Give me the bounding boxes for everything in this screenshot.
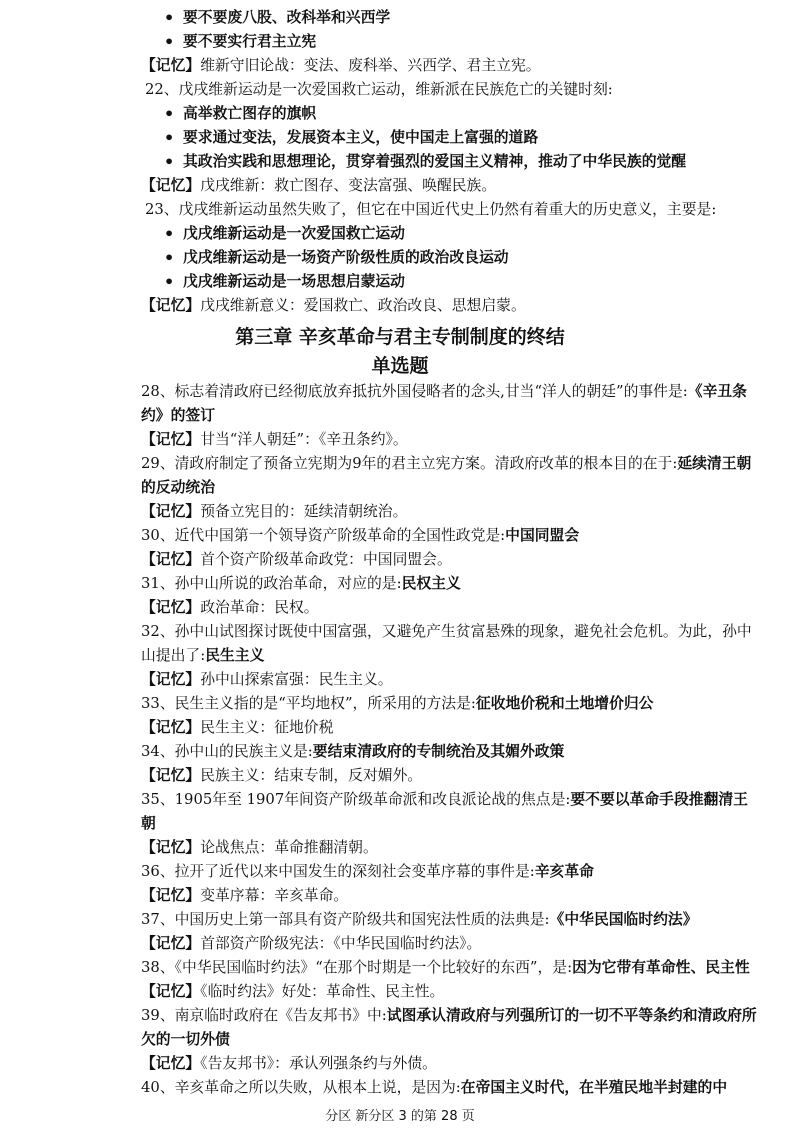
answer-text: 要结束清政府的专制统治及其媚外政策 — [312, 743, 565, 760]
memo-tag: 【记忆】 — [141, 887, 201, 904]
question — [141, 740, 760, 764]
question-text: 32、孙中山试图探讨既使中国富强，又避免产生贫富悬殊的现象，避免社会危机。为此，孙中山提出了: — [141, 623, 752, 664]
answer-text: 要不要以革命手段推翻清王朝 — [141, 791, 748, 832]
question-text: 37、中国历史上第一部具有资产阶级共和国宪法性质的法典是: — [141, 911, 550, 928]
answer-text: 《辛丑条约》的签订 — [141, 383, 747, 424]
answer-text: 延续清王朝的反动统治 — [141, 455, 752, 496]
memo-line — [141, 836, 760, 860]
memo-text: 《告友邦书》：承认列强条约与外债。 — [200, 1055, 437, 1072]
bullet-item: • 戊戌维新运动是一次爱国救亡运动 — [145, 222, 760, 246]
memo-tag: 【记忆】 — [141, 671, 201, 688]
question-text: 30、近代中国第一个领导资产阶级革命的全国性政党是: — [141, 527, 506, 544]
memo-text: 孙中山探索富强：民生主义。 — [200, 671, 393, 688]
memo-text: 《临时约法》好处：革命性、民主性。 — [200, 983, 445, 1000]
bullet-item: • 戊戌维新运动是一场思想启蒙运动 — [145, 270, 760, 294]
memo-text: 民族主义：结束专制，反对媚外。 — [200, 767, 423, 784]
answer-text: 《中华民国临时约法》 — [549, 911, 698, 928]
bullet-item: • 要不要实行君主立宪 — [145, 30, 760, 54]
memo-line — [141, 548, 760, 572]
memo-tag: 【记忆】 — [141, 431, 201, 448]
question-text: 35、1905年至 1907年间资产阶级革命派和改良派论战的焦点是: — [141, 791, 571, 808]
question-23: 23、戊戌维新运动虽然失败了，但它在中国近代史上仍然有着重大的历史意义，主要是: — [145, 201, 717, 218]
question — [141, 380, 760, 428]
memo-line — [141, 174, 760, 198]
bullet-item: • 其政治实践和思想理论，贯穿着强烈的爱国主义精神，推动了中华民族的觉醒 — [145, 150, 760, 174]
memo-line — [141, 596, 760, 620]
memo-tag: 【记忆】 — [141, 935, 201, 952]
question-text: 29、清政府制定了预备立宪期为9年的君主立宪方案。清政府改革的根本目的在于: — [141, 455, 678, 472]
memo-line — [141, 54, 760, 78]
memo-tag: 【记忆】 — [141, 503, 201, 520]
memo-tag: 【记忆】 — [141, 1055, 201, 1072]
memo-tag: 【记忆】 — [141, 297, 201, 314]
memo-line — [141, 980, 760, 1004]
memo-line — [141, 428, 760, 452]
answer-text: 试图承认清政府与列强所订的一切不平等条约和清政府所欠的一切外债 — [141, 1007, 757, 1048]
answer-text: 征收地价税和土地增价归公 — [475, 695, 654, 712]
question — [141, 860, 760, 884]
question-text: 39、南京临时政府在《告友邦书》中: — [141, 1007, 387, 1024]
question — [141, 572, 760, 596]
question-list — [141, 380, 760, 1100]
bullet-item: • 戊戌维新运动是一场资产阶级性质的政治改良运动 — [145, 246, 760, 270]
question — [141, 1004, 760, 1052]
memo-tag: 【记忆】 — [141, 551, 201, 568]
question — [141, 908, 760, 932]
answer-text: 因为它带有革命性、民主性 — [572, 959, 750, 976]
page-footer: 分区 新分区 3 的第 28 页 — [325, 1109, 475, 1124]
question-text: 28、标志着清政府已经彻底放弃抵抗外国侵略者的念头,甘当“洋人的朝廷”的事件是: — [141, 383, 688, 400]
chapter-title: 第三章 辛亥革命与君主专制制度的终结 — [235, 326, 565, 348]
answer-text: 中国同盟会 — [505, 527, 580, 544]
bullet-item: • 要求通过变法，发展资本主义，使中国走上富强的道路 — [145, 126, 760, 150]
memo-text: 维新守旧论战：变法、废科举、兴西学、君主立宪。 — [200, 57, 541, 74]
section-title: 单选题 — [371, 355, 429, 377]
memo-text: 甘当“洋人朝廷”：《辛丑条约》。 — [200, 431, 408, 448]
question-text: 31、孙中山所说的政治革命，对应的是: — [141, 575, 402, 592]
bullet-item: • 高举救亡图存的旗帜 — [145, 102, 760, 126]
memo-tag: 【记忆】 — [141, 599, 201, 616]
memo-tag: 【记忆】 — [141, 719, 201, 736]
memo-text: 论战焦点：革命推翻清朝。 — [200, 839, 378, 856]
question — [141, 788, 760, 836]
question — [141, 620, 760, 668]
memo-line — [141, 500, 760, 524]
memo-tag: 【记忆】 — [141, 177, 201, 194]
memo-text: 预备立宪目的：延续清朝统治。 — [200, 503, 408, 520]
memo-text: 首部资产阶级宪法：《中华民国临时约法》。 — [200, 935, 482, 952]
answer-text: 民权主义 — [401, 575, 461, 592]
memo-line — [141, 932, 760, 956]
question — [141, 452, 760, 500]
answer-text: 辛亥革命 — [534, 863, 594, 880]
question — [141, 956, 760, 980]
question-text: 40、辛亥革命之所以失败，从根本上说，是因为: — [141, 1079, 461, 1096]
memo-text: 首个资产阶级革命政党：中国同盟会。 — [200, 551, 452, 568]
memo-text: 戊戌维新意义：爱国救亡、政治改良、思想启蒙。 — [200, 297, 526, 314]
memo-text: 政治革命：民权。 — [200, 599, 319, 616]
memo-tag: 【记忆】 — [141, 767, 201, 784]
answer-text: 在帝国主义时代，在半殖民地半封建的中 — [460, 1079, 728, 1096]
question — [141, 1076, 760, 1100]
memo-line — [141, 884, 760, 908]
question-text: 33、民生主义指的是“平均地权”，所采用的方法是: — [141, 695, 476, 712]
memo-line — [141, 294, 760, 318]
memo-tag: 【记忆】 — [141, 983, 201, 1000]
memo-line — [141, 1052, 760, 1076]
memo-line — [141, 668, 760, 692]
question — [141, 692, 760, 716]
memo-tag: 【记忆】 — [141, 57, 201, 74]
answer-text: 民生主义 — [205, 647, 265, 664]
bullet-item: • 要不要废八股、改科举和兴西学 — [145, 6, 760, 30]
memo-tag: 【记忆】 — [141, 839, 201, 856]
question-text: 34、孙中山的民族主义是: — [141, 743, 313, 760]
question-text: 36、拉开了近代以来中国发生的深刻社会变革序幕的事件是: — [141, 863, 535, 880]
memo-line — [141, 716, 760, 740]
memo-text: 民生主义：征地价税 — [200, 719, 334, 736]
memo-line — [141, 764, 760, 788]
question-text: 38、《中华民国临时约法》“在那个时期是一个比较好的东西”，是: — [141, 959, 573, 976]
question — [141, 524, 760, 548]
memo-text: 戊戌维新：救亡图存、变法富强、唤醒民族。 — [200, 177, 497, 194]
memo-text: 变革序幕：辛亥革命。 — [200, 887, 349, 904]
question-22: 22、戊戌维新运动是一次爱国救亡运动，维新派在民族危亡的关键时刻: — [145, 81, 613, 98]
